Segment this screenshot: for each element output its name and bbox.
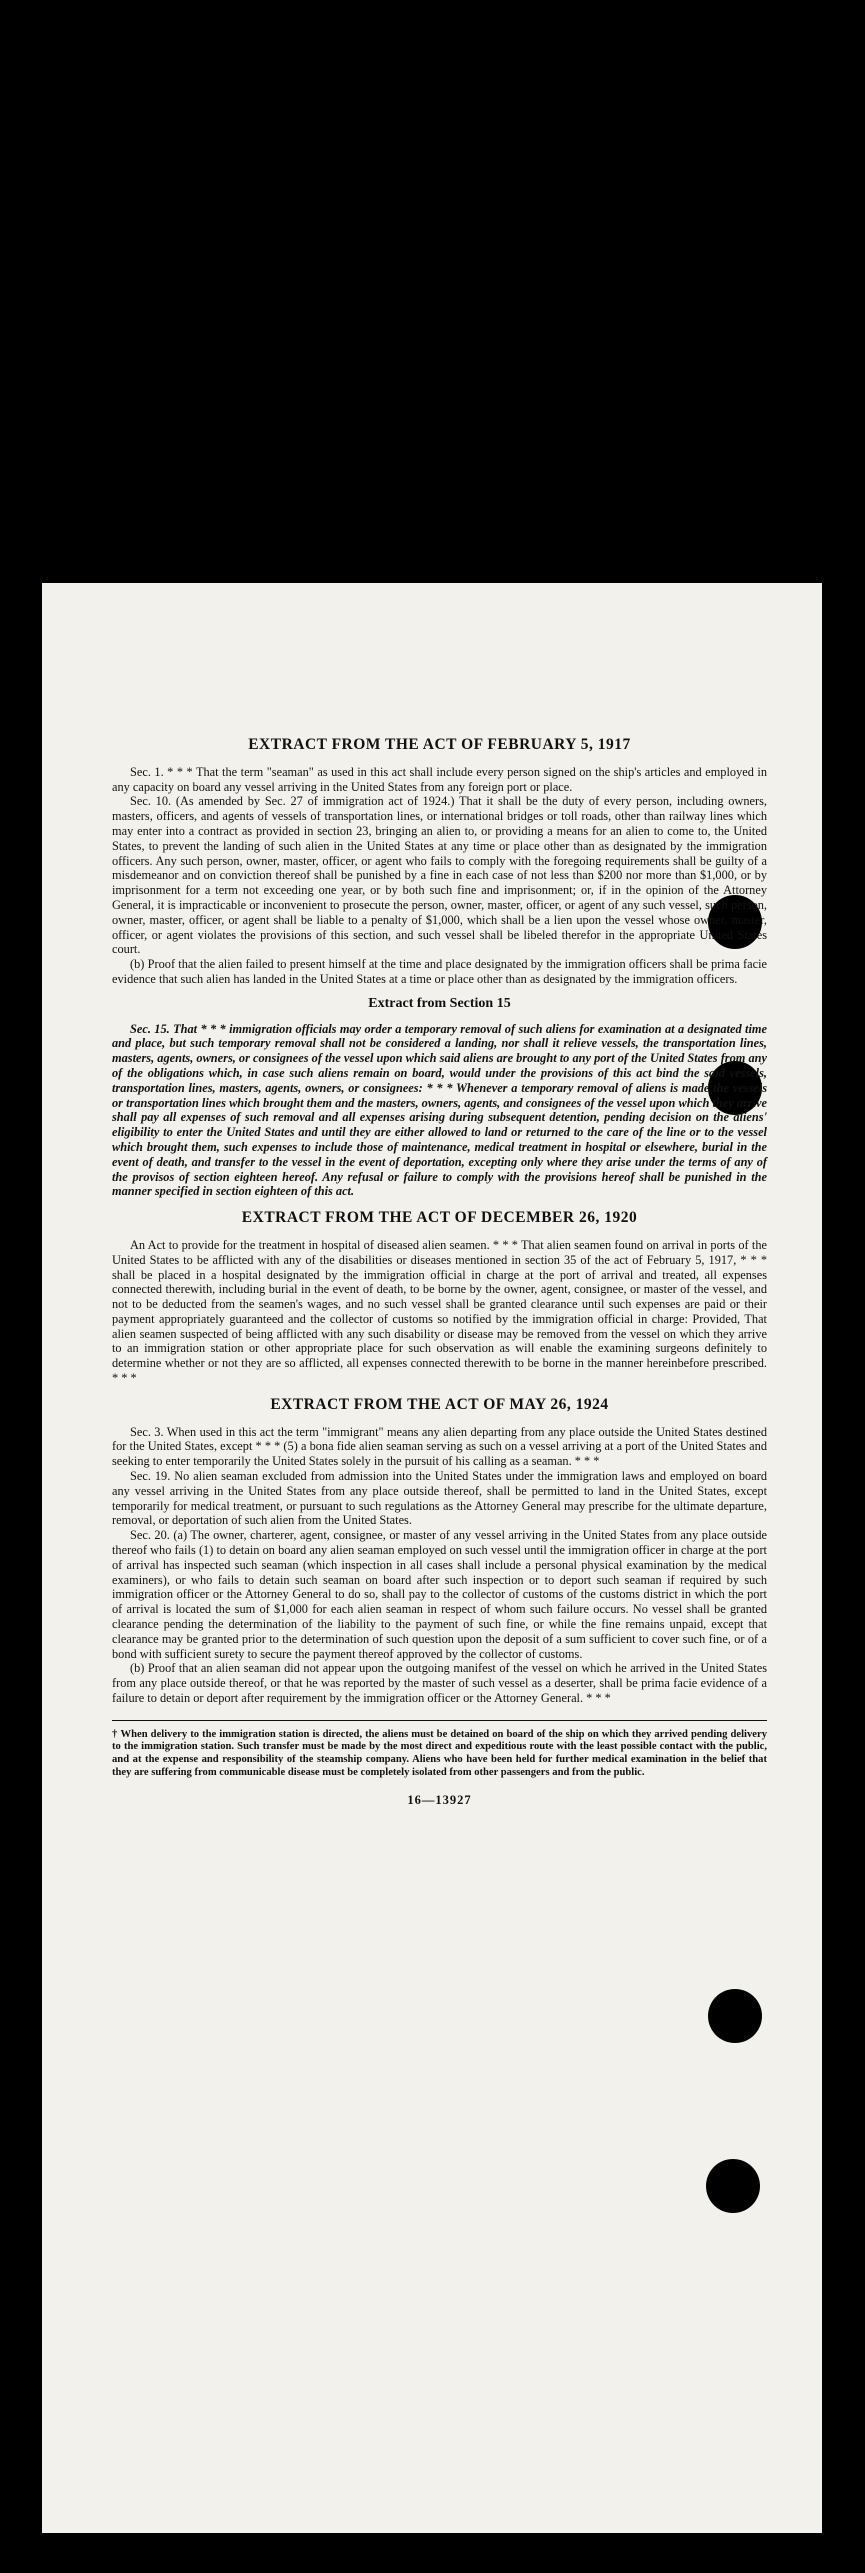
paragraph-sec-10-b: (b) Proof that the alien failed to present himself at the time and place designated by the immigration officers shall be prima facie evidence that such alien has landed in the United States at a time or place other than as designated by the immigration officers. <box>112 957 767 986</box>
paragraph-sec-3: Sec. 3. When used in this act the term "immigrant" means any alien departing from any place outside the United States destined for the United States, except * * * (5) a bona fide alien seaman serving as such on a vessel arriving at a port of the United States and seeking to enter temporarily the United States solely in the pursuit of his calling as a seaman. * * * <box>112 1424 767 1469</box>
punch-hole <box>706 2159 760 2213</box>
heading-act-1917: EXTRACT FROM THE ACT OF FEBRUARY 5, 1917 <box>248 736 631 753</box>
heading-act-1924: EXTRACT FROM THE ACT OF MAY 26, 1924 <box>270 1395 609 1413</box>
document-body <box>112 738 767 1808</box>
paragraph-act-1920: An Act to provide for the treatment in hospital of diseased alien seamen. * * * That alien seamen found on arrival in ports of the United States to be afflicted with any of the disabilities or diseases mentioned in section 35 of the act of February 5, 1917, * * * shall be placed in a hospital designated by the immigration official in charge at the port of arrival and treated, all expenses connected therewith, including burial in the event of death, to be borne by the owner, agent, consignee, or master of the vessel, and not to be deducted from the seamen's wages, and no such vessel shall be granted clearance until such expenses are paid or their payment appropriately guaranteed and the collector of customs so notified by the immigration official in charge: Provided, That alien seamen suspected of being afflicted with any such disability or disease may be removed from the vessel on which they arrive to an immigration station or other appropriate place for such observation as will enable the examining surgeons definitely to determine whether or not they are so afflicted, all expenses connected therewith to be borne in the manner hereinbefore prescribed. * * * <box>112 1237 767 1386</box>
heading-section-15: Extract from Section 15 <box>368 995 511 1011</box>
paragraph-sec-15: Sec. 15. That * * * immigration officials may order a temporary removal of such aliens for examination at a designated time and place, but such temporary removal shall not be considered a landing, nor shall it relieve vessels, the transportation lines, masters, agents, owners, or consignees of the vessel upon which said aliens are brought to any port of the United States from any of the obligations which, in case such aliens remain on board, would under the provisions of this act bind the said vessels, transportation lines, masters, agents, owners, or consignees: * * * Whenever a temporary removal of aliens is made the vessels or transportation lines which brought them and the masters, owners, agents, and consignees of the vessel upon which they arrive shall pay all expenses of such removal and all expenses arising during subsequent detention, pending decision on the aliens' eligibility to enter the United States and until they are either allowed to land or returned to the care of the line or to the vessel which brought them, such expenses to include those of maintenance, medical treatment in hospital or elsewhere, burial in the event of death, and transfer to the vessel in the event of deportation, excepting only where they arise under the terms of any of the provisos of section eighteen hereof. Any refusal or failure to comply with the provisions hereof shall be punished in the manner specified in section eighteen of this act. <box>112 1021 767 1199</box>
paragraph-sec-20-a: Sec. 20. (a) The owner, charterer, agent, consignee, or master of any vessel arriving in the United States from any place outside thereof who fails (1) to detain on board any alien seaman employed on such vessel until the immigration officer in charge at the port of arrival has inspected such seaman (which inspection in all cases shall include a personal physical examination by the medical examiners), or who fails to detain such seaman on board after such inspection or to deport such seaman if required by such immigration officer or the Attorney General to do so, shall pay to the collector of customs of the customs district in which the port of arrival is located the sum of $1,000 for each alien seaman in respect of whom such failure occurs. No vessel shall be granted clearance pending the determination of the liability to the payment of such fine, or while the fine remains unpaid, except that clearance may be granted prior to the determination of such question upon the deposit of a sum sufficient to cover such fine, or of a bond with sufficient surety to secure the payment thereof approved by the collector of customs. <box>112 1528 767 1661</box>
footnote: † When delivery to the immigration station is directed, the aliens must be detained on board of the ship on which they arrived pending delivery to the immigration station. Such transfer must be made by the most direct and expeditious route with the least possible contact with the public, and at the expense and responsibility of the steamship company. Aliens who have been held for further medical examination in the belief that they are suffering from communicable disease must be completely isolated from other passengers and from the public. <box>112 1720 767 1779</box>
heading-act-1920: EXTRACT FROM THE ACT OF DECEMBER 26, 1920 <box>241 1209 638 1227</box>
paragraph-sec-10: Sec. 10. (As amended by Sec. 27 of immigration act of 1924.) That it shall be the duty of every person, including owners, masters, officers, and agents of vessels of transportation lines, or international bridges or toll roads, other than railway lines which may enter into a contract as provided in section 23, bringing an alien to, or providing a means for an alien to come to, the United States, to prevent the landing of such alien in the United States at any time or place other than as designated by the immigration officers. Any such person, owner, master, officer, or agent who fails to comply with the foregoing requirements shall be guilty of a misdemeanor and on conviction thereof shall be punished by a fine in each case of not less than $200 nor more than $1,000, or by imprisonment for a term not exceeding one year, or by both such fine and imprisonment; or, if in the opinion of the Attorney General, it is impracticable or inconvenient to prosecute the person, owner, master, officer, or agent of any such vessel, such person, owner, master, officer, or agent shall be liable to a penalty of $1,000, which shall be a lien upon the vessel whose owner, master, officer, or agent violates the provisions of this section, and such vessel shall be libeled therefor in the appropriate United States court. <box>112 794 767 957</box>
punch-hole <box>708 1989 762 2043</box>
document-page <box>42 583 822 2533</box>
paragraph-sec-19: Sec. 19. No alien seaman excluded from admission into the United States under the immigration laws and employed on board any vessel arriving in the United States from any place outside thereof, shall be permitted to land in the United States, except temporarily for medical treatment, or pursuant to such regulations as the Attorney General may prescribe for the ultimate departure, removal, or deportation of such alien from the United States. <box>112 1469 767 1528</box>
paragraph-sec-20-b: (b) Proof that an alien seaman did not appear upon the outgoing manifest of the vessel on which he arrived in the United States from any place outside thereof, or that he was reported by the master of such vessel as a deserter, shall be prima facie evidence of a failure to detain or deport after requirement by the immigration officer or the Attorney General. * * * <box>112 1661 767 1706</box>
paragraph-sec-1: Sec. 1. * * * That the term "seaman" as used in this act shall include every person signed on the ship's articles and employed in any capacity on board any vessel arriving in the United States from any foreign port or place. <box>112 764 767 794</box>
form-number: 16—13927 <box>407 1793 472 1808</box>
